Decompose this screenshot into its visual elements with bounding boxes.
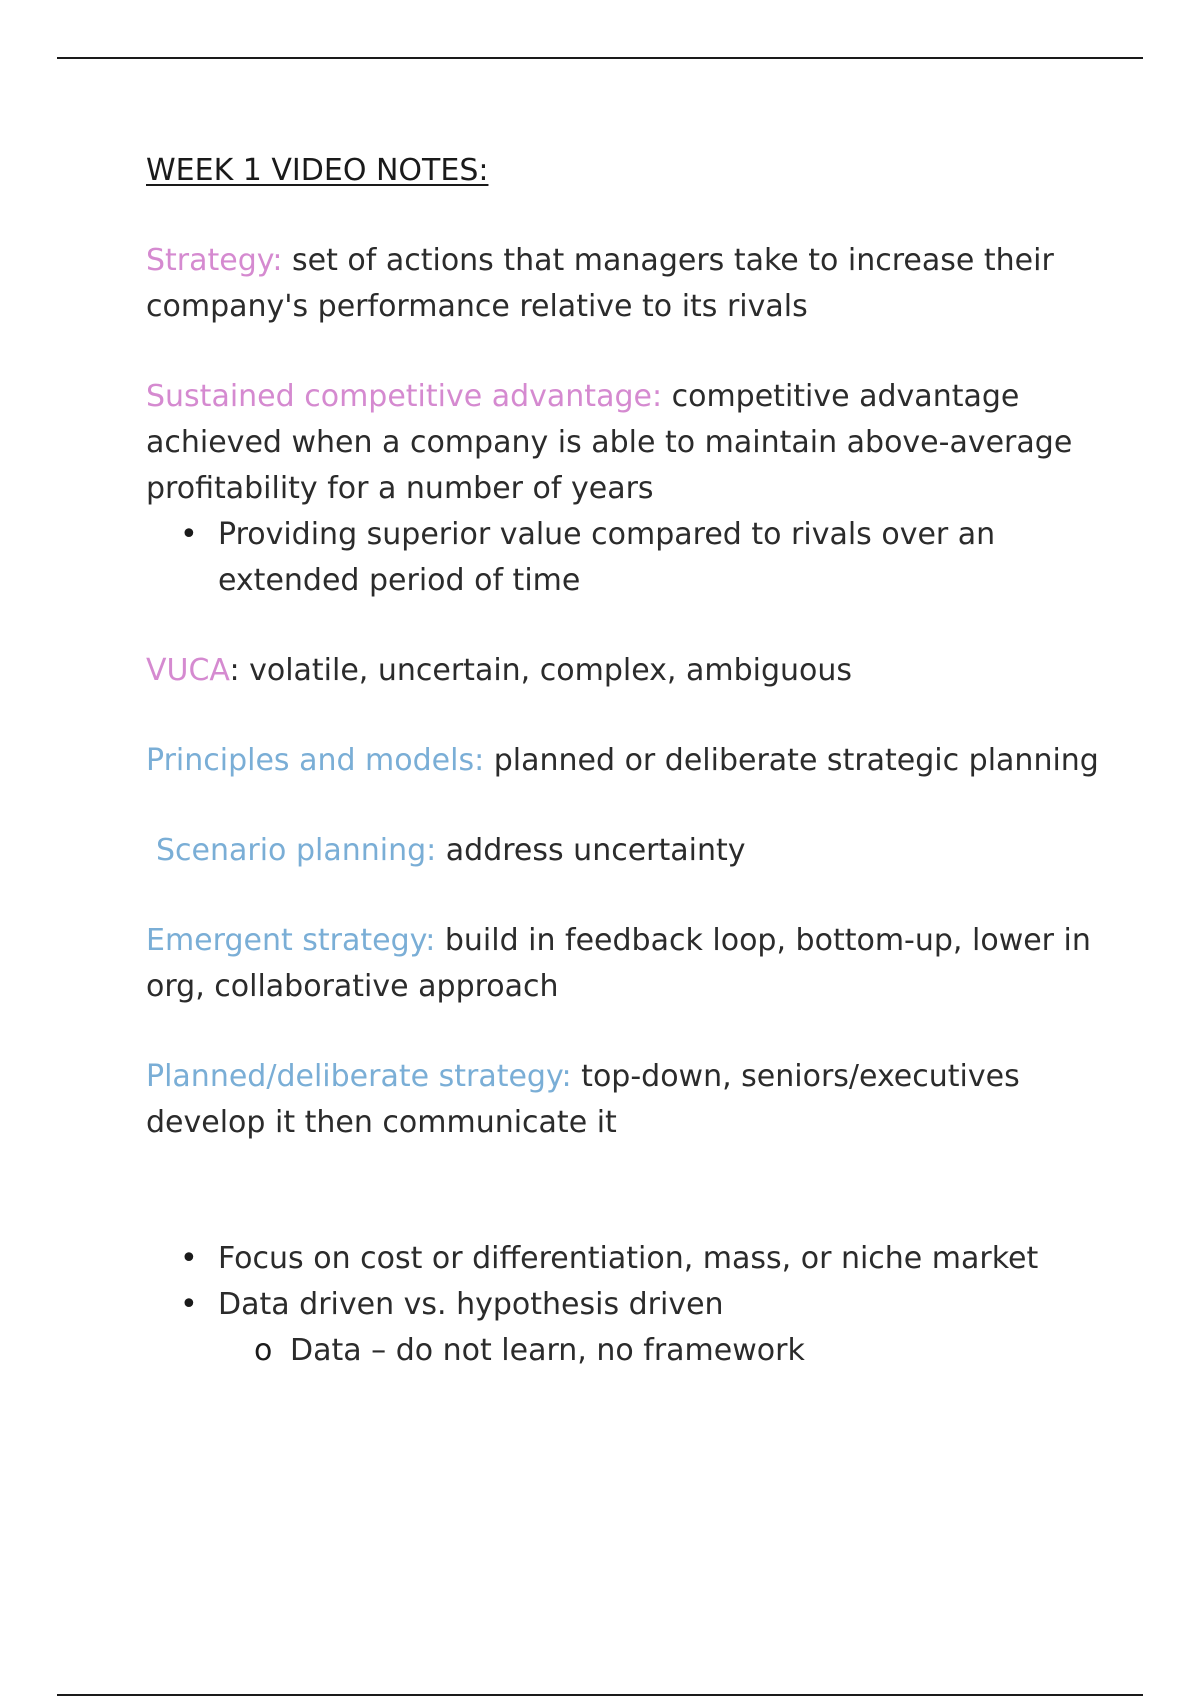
- bottom-bullet-list: [146, 1236, 1106, 1374]
- sub-bullet-list: [218, 1328, 1106, 1374]
- notes-content: [146, 148, 1106, 1374]
- note-sustained-advantage: [146, 374, 1106, 512]
- list-item: • Focus on cost or differentiation, mass, or niche market: [218, 1236, 1106, 1282]
- term-definition: top-down, seniors/executives develop it then communicate it: [146, 1059, 1020, 1140]
- note-vuca: [146, 648, 1106, 694]
- term-label: Principles and models:: [146, 743, 485, 778]
- term-label: Scenario planning:: [156, 833, 437, 868]
- note-strategy: [146, 238, 1106, 330]
- list-item: [218, 1282, 1106, 1374]
- term-definition: : volatile, uncertain, complex, ambiguous: [229, 653, 852, 688]
- sub-list-item: o Data – do not learn, no framework: [290, 1328, 1106, 1374]
- term-label: Sustained competitive advantage:: [146, 379, 663, 414]
- page-title: WEEK 1 VIDEO NOTES:: [146, 153, 489, 188]
- term-definition: competitive advantage achieved when a company is able to maintain above-average profitability for a number of years: [146, 379, 1073, 506]
- note-emergent: [146, 918, 1106, 1010]
- term-definition: planned or deliberate strategic planning: [484, 743, 1099, 778]
- list-item-text: Data driven vs. hypothesis driven: [218, 1287, 724, 1322]
- note-scenario: [146, 828, 1106, 874]
- note-principles: [146, 738, 1106, 784]
- note-planned: [146, 1054, 1106, 1146]
- term-definition: address uncertainty: [436, 833, 746, 868]
- term-label: Planned/deliberate strategy:: [146, 1059, 572, 1094]
- top-divider: [57, 57, 1143, 59]
- term-label: Strategy:: [146, 243, 283, 278]
- sustained-bullet-list: [146, 512, 1106, 604]
- list-item: • Providing superior value compared to rivals over an extended period of time: [218, 512, 1106, 604]
- term-definition: set of actions that managers take to increase their company's performance relative to its rivals: [146, 243, 1054, 324]
- term-label: Emergent strategy:: [146, 923, 436, 958]
- term-definition: build in feedback loop, bottom-up, lower in org, collaborative approach: [146, 923, 1091, 1004]
- bottom-divider: [57, 1694, 1143, 1696]
- term-label: VUCA: [146, 653, 230, 688]
